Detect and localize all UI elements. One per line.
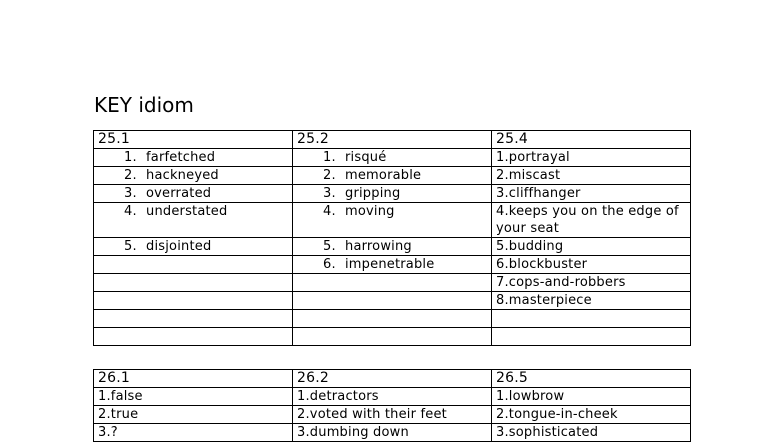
table-cell: 3.cliffhanger bbox=[492, 185, 691, 203]
table-cell: 5.budding bbox=[492, 238, 691, 256]
list-text: risqué bbox=[345, 150, 387, 165]
list-number: 2. bbox=[323, 168, 336, 183]
table-row bbox=[94, 328, 691, 346]
table-cell bbox=[94, 256, 293, 274]
table-cell: 2.true bbox=[94, 406, 293, 424]
table-row bbox=[94, 256, 691, 274]
table-row bbox=[94, 310, 691, 328]
key-table-1-body bbox=[94, 131, 691, 346]
table-cell bbox=[94, 274, 293, 292]
table-cell bbox=[293, 310, 492, 328]
table-cell bbox=[293, 149, 492, 167]
table-cell bbox=[293, 167, 492, 185]
table-cell bbox=[94, 203, 293, 238]
page-title: KEY idiom bbox=[94, 93, 194, 117]
list-number: 1. bbox=[124, 150, 137, 165]
list-text: understated bbox=[146, 204, 228, 219]
table-cell bbox=[293, 274, 492, 292]
list-number: 2. bbox=[124, 168, 137, 183]
table-cell bbox=[293, 292, 492, 310]
table-cell bbox=[293, 203, 492, 238]
table-row bbox=[94, 292, 691, 310]
list-text: farfetched bbox=[146, 150, 216, 165]
table-cell bbox=[492, 328, 691, 346]
table-cell bbox=[293, 328, 492, 346]
table-row bbox=[94, 149, 691, 167]
table-cell bbox=[94, 328, 293, 346]
table-header-cell: 26.5 bbox=[492, 370, 691, 388]
list-number: 5. bbox=[124, 239, 137, 254]
table-row bbox=[94, 167, 691, 185]
list-text: hackneyed bbox=[146, 168, 219, 183]
list-number: 3. bbox=[323, 186, 336, 201]
table-cell bbox=[94, 238, 293, 256]
list-text: disjointed bbox=[146, 239, 212, 254]
list-number: 3. bbox=[124, 186, 137, 201]
table-cell: 6.blockbuster bbox=[492, 256, 691, 274]
table-header-cell: 25.4 bbox=[492, 131, 691, 149]
table-row bbox=[94, 185, 691, 203]
key-table-1 bbox=[93, 130, 691, 346]
key-table-2 bbox=[93, 369, 691, 442]
table-cell: 1.lowbrow bbox=[492, 388, 691, 406]
list-text: moving bbox=[345, 204, 395, 219]
table-row bbox=[94, 203, 691, 238]
table-cell bbox=[492, 310, 691, 328]
table-header-row bbox=[94, 370, 691, 388]
table-row bbox=[94, 274, 691, 292]
table-cell bbox=[293, 185, 492, 203]
table-header-cell: 25.2 bbox=[293, 131, 492, 149]
table-cell bbox=[94, 149, 293, 167]
table-cell: 7.cops-and-robbers bbox=[492, 274, 691, 292]
table-cell: 3.dumbing down bbox=[293, 424, 492, 442]
list-text: gripping bbox=[345, 186, 401, 201]
table-cell bbox=[293, 238, 492, 256]
table-cell: 8.masterpiece bbox=[492, 292, 691, 310]
table-cell: 1.detractors bbox=[293, 388, 492, 406]
list-number: 5. bbox=[323, 239, 336, 254]
table-cell bbox=[94, 167, 293, 185]
table-header-row bbox=[94, 131, 691, 149]
key-table-2-body bbox=[94, 370, 691, 442]
table-row bbox=[94, 238, 691, 256]
table-cell: 3.? bbox=[94, 424, 293, 442]
table-cell bbox=[94, 310, 293, 328]
list-text: impenetrable bbox=[345, 257, 435, 272]
table-cell: 2.voted with their feet bbox=[293, 406, 492, 424]
table-cell: 1.false bbox=[94, 388, 293, 406]
table-cell: 2.miscast bbox=[492, 167, 691, 185]
table-row bbox=[94, 424, 691, 442]
list-number: 4. bbox=[124, 204, 137, 219]
table-cell bbox=[293, 256, 492, 274]
list-number: 6. bbox=[323, 257, 336, 272]
table-row bbox=[94, 388, 691, 406]
table-cell bbox=[94, 185, 293, 203]
table-header-cell: 25.1 bbox=[94, 131, 293, 149]
table-row bbox=[94, 406, 691, 424]
list-text: harrowing bbox=[345, 239, 412, 254]
list-text: memorable bbox=[345, 168, 422, 183]
table-cell: 3.sophisticated bbox=[492, 424, 691, 442]
list-number: 1. bbox=[323, 150, 336, 165]
table-cell: 1.portrayal bbox=[492, 149, 691, 167]
list-number: 4. bbox=[323, 204, 336, 219]
table-cell: 2.tongue-in-cheek bbox=[492, 406, 691, 424]
table-header-cell: 26.1 bbox=[94, 370, 293, 388]
list-text: overrated bbox=[146, 186, 212, 201]
table-header-cell: 26.2 bbox=[293, 370, 492, 388]
table-cell bbox=[94, 292, 293, 310]
table-cell: 4.keeps you on the edge of your seat bbox=[492, 203, 691, 238]
